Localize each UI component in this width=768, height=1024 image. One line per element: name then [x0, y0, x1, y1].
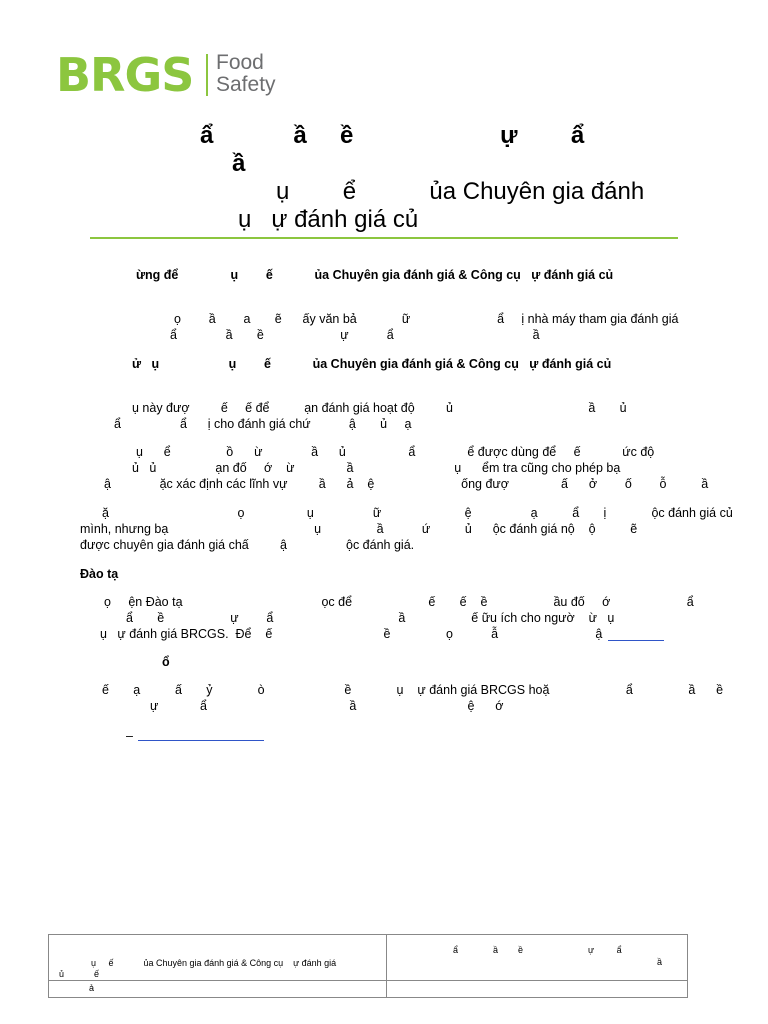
paragraph-tool-line2: ủ ủ ạn đố ớ ừ ầ ụ ểm tra cũng cho phép bạ	[132, 461, 621, 475]
logo-text	[216, 52, 276, 96]
paragraph-misc-line1: ế ạ ấ ỷ ò ề ụ ự đánh giá BRCGS hoặ ẩ ầ ề	[102, 683, 724, 697]
paragraph-intro-line1: ọ ầ a ẽ ấy văn bả ữ ẩ ị nhà máy tham gia đánh giá	[174, 312, 679, 326]
footer-left-line2: ủ ế	[59, 969, 100, 979]
contact-dash: –	[126, 729, 133, 743]
section-heading-misc: ổ	[162, 655, 170, 669]
page-title-line3: ụ ể ủa Chuyên gia đánh	[276, 178, 645, 205]
paragraph-training-line3: ụ ự đánh giá BRCGS. Để ế ề ọ ẫ ậ	[100, 627, 603, 641]
paragraph-usage-line1: ụ này đượ ế ế để ạn đánh giá hoạt độ ủ ầ ủ	[132, 401, 627, 415]
logo-brand-mark: BRGS	[56, 48, 194, 102]
logo-divider	[206, 54, 208, 96]
footer-left-line1: ụ ế ủa Chuyên gia đánh giá & Công cụ ự đánh giá	[91, 958, 337, 968]
paragraph-tool-line1: ụ ể ồ ừ ầ ủ ẩ ể được dùng để ế ức độ	[136, 445, 655, 459]
paragraph-tool-line3: ậ ặc xác định các lĩnh vự ầ ả ệ ống đượ ấ ở ố ỗ ầ	[104, 477, 709, 491]
section-heading-usage: ử ụ ụ ế ủa Chuyên gia đánh giá & Công cụ ự đánh giá củ	[132, 357, 612, 371]
logo-text-line2: Safety	[216, 73, 276, 96]
paragraph-intro-line2: ẩ ầ ề ự ẩ ầ	[170, 328, 540, 342]
paragraph-note-line2: mình, nhưng bạ ụ ầ ứ ủ ộc đánh giá nộ ộ ẽ	[80, 522, 638, 536]
paragraph-note-line3: được chuyên gia đánh giá chấ ậ ộc đánh giá.	[80, 538, 415, 552]
footer-right-line2: ầ	[657, 957, 663, 967]
page-title-line1: ẩ ầ ề ự ẩ	[200, 122, 585, 149]
brcgs-food-safety-logo	[56, 50, 296, 100]
training-link[interactable]	[608, 640, 664, 641]
paragraph-usage-line2: ẩ ẩ ị cho đánh giá chứ ậ ủ ạ	[114, 417, 412, 431]
paragraph-training-line1: ọ ện Đào tạ ọc để ế ế ề ầu đố ớ ẩ	[104, 595, 694, 609]
page-title-line2: ầ	[232, 150, 246, 177]
paragraph-misc-line2: ự ẩ ầ ệ ớ	[150, 699, 504, 713]
contact-link[interactable]	[138, 740, 264, 741]
section-heading-training: Đào tạ	[80, 567, 119, 581]
section-heading-steps: ừng để ụ ế ủa Chuyên gia đánh giá & Công cụ ự đánh giá củ	[136, 268, 614, 282]
paragraph-training-line2: ẩ ề ự ẩ ầ ế ữu ích cho ngườ ừ ụ	[126, 611, 615, 625]
footer-left-line3: ả	[89, 983, 95, 993]
paragraph-note-line1: ặ ọ ụ ữ ệ ạ ẩ ị ộc đánh giá củ	[102, 506, 733, 520]
footer-right-line1: ẩ ầ ề ự ẩ	[453, 945, 622, 955]
footer-column-divider	[386, 935, 387, 997]
page-title-line4: ụ ự đánh giá củ	[238, 206, 419, 233]
footer-row-divider	[49, 980, 687, 981]
logo-text-line1: Food	[216, 51, 264, 74]
footer-table	[48, 934, 688, 998]
title-divider	[90, 237, 678, 239]
